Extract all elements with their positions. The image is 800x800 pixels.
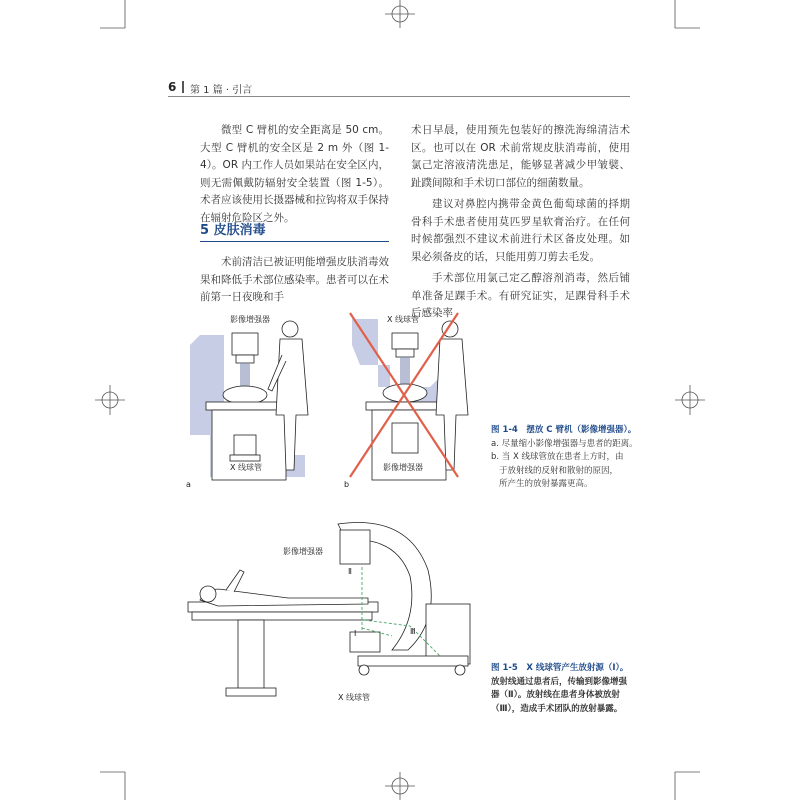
figure-1-5: [178, 510, 488, 710]
fig4-panel-a: a: [186, 480, 191, 489]
header-divider: [182, 81, 184, 93]
left-column-lower: [200, 254, 389, 307]
image-intensifier: [340, 530, 370, 564]
xray-tube-a: [234, 435, 256, 455]
fig5-label-intensifier: 影像增强器: [283, 547, 323, 556]
fig5-label-tube: X 线球管: [338, 693, 371, 702]
image-intensifier-b: [392, 423, 418, 453]
marker-II: Ⅱ: [348, 567, 352, 576]
header-rule: [168, 96, 630, 97]
left-column: [200, 122, 389, 227]
fig4-panel-b: b: [344, 480, 350, 489]
fig4-label-intensifier: 影像增强器: [230, 315, 270, 324]
patient-a: [223, 386, 267, 404]
c-arm-base: [426, 604, 470, 664]
xray-tube-b: [392, 333, 418, 349]
table-pedestal: [238, 620, 264, 690]
caption-line: （Ⅲ），造成手术团队的放射暴露。: [491, 703, 623, 714]
figure-1-4: [180, 305, 500, 495]
marker-I: Ⅰ: [354, 629, 357, 638]
right-column: [411, 122, 630, 323]
patient: [200, 589, 368, 606]
image-intensifier-a: [232, 333, 258, 355]
figure-1-5-caption-title: 图 1-5 X 线球管产生放射源（Ⅰ）。: [491, 663, 629, 673]
fig4-label-intensifier-b: 影像增强器: [383, 463, 423, 472]
fig4-label-tube-b: X 线球管: [387, 315, 420, 324]
caption-line: 所产生的放射暴露更高。: [499, 479, 593, 489]
caption-line: 器（Ⅱ）。放射线在患者身体被放射: [491, 690, 620, 700]
right-paragraph-3: 手术部位用氯己定乙醇溶剂消毒，然后铺单准备足踝手术。有研究证实，足踝骨科手术后感染率: [411, 272, 630, 319]
figure-1-5-caption: [491, 662, 641, 716]
running-title: 第 1 篇 · 引言: [190, 85, 253, 96]
left-paragraph-1: 微型 C 臂机的安全距离是 50 cm。大型 C 臂机的安全区是 2 m 外（图 1-4）。OR 内工作人员如果站在安全区内，则无需佩戴防辐射安全装置（图 1-5）。术者应该使用长摄器械和拉钩将双手保持在辐射危险区之外。: [200, 124, 389, 224]
section-rule: [200, 241, 389, 242]
caption-line: 于放射线的反射和散射的原因，: [499, 465, 619, 476]
marker-III: Ⅲ: [410, 627, 416, 636]
figure-1-4-caption-title: 图 1-4 摆放 C 臂机（影像增强器）。: [491, 425, 637, 435]
fig4-label-tube: X 线球管: [230, 463, 263, 472]
caption-line: 放射线通过患者后，传输到影像增强: [491, 676, 628, 687]
right-paragraph-2: 建议对鼻腔内携带金黄色葡萄球菌的择期骨科手术患者使用莫匹罗星软膏治疗。在任何时候都强烈不建议术前进行术区备皮处理。如果必须备皮的话，只能用剪刀剪去毛发。: [411, 198, 630, 263]
right-paragraph-1: 术日早晨，使用预先包装好的擦洗海绵清洁术区。也可以在 OR 术前常规皮肤消毒前，使用氯己定溶液清洗患足，能够显著减少甲皱襞、趾蹼间隙和手术切口部位的细菌数量。: [411, 124, 630, 189]
figure-1-4-caption: [491, 424, 641, 492]
section-title: 5 皮肤消毒: [200, 223, 266, 238]
caption-line: a. 尽量缩小影像增强器与患者的距离。: [491, 438, 638, 449]
caption-line: b. 当 X 线球管放在患者上方时，由: [491, 452, 624, 462]
left-paragraph-2: 术前清洁已被证明能增强皮肤消毒效果和降低手术部位感染率。患者可以在术前第一日夜晚和手: [200, 256, 389, 303]
page-number: 6: [168, 80, 177, 94]
running-header: [168, 78, 630, 100]
